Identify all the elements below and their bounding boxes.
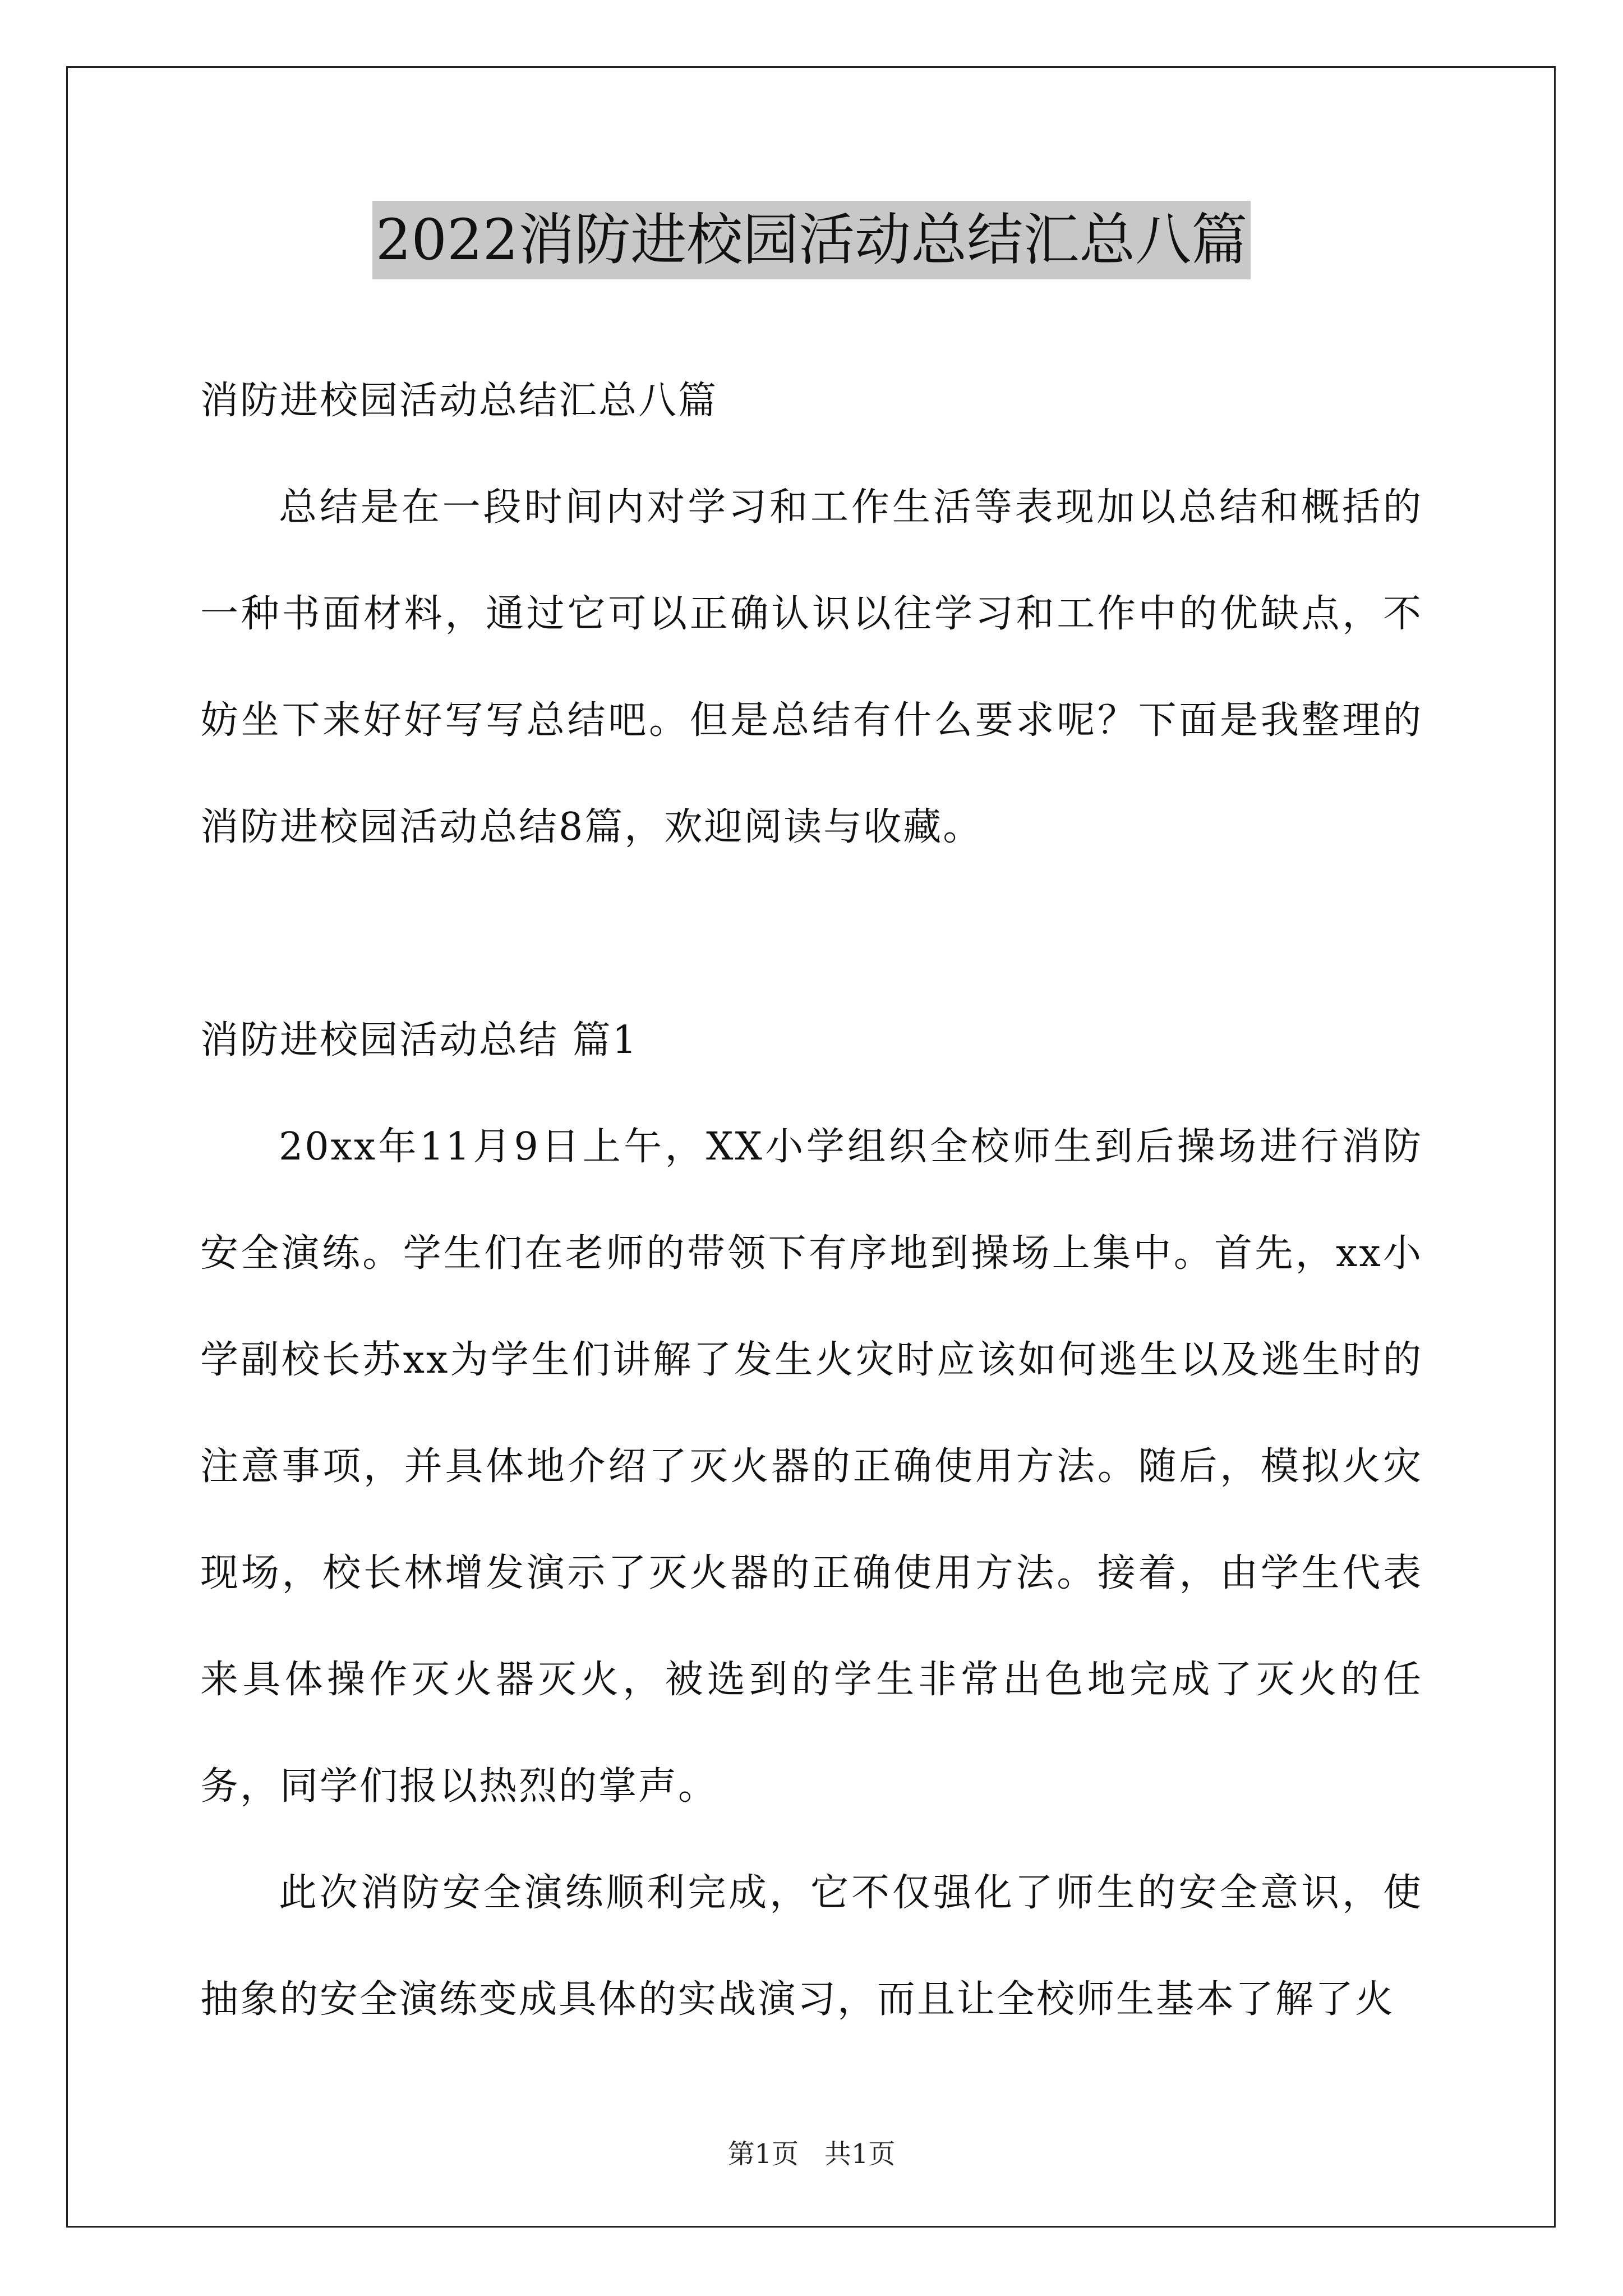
title-container bbox=[0, 201, 1623, 279]
document-body bbox=[200, 348, 1423, 2053]
intro-paragraph: 总结是在一段时间内对学习和工作生活等表现加以总结和概括的一种书面材料，通过它可以正确认识以往学习和工作中的优缺点，不妨坐下来好好写写总结吧。但是总结有什么要求呢？下面是我整理的消防进校园活动总结8篇，欢迎阅读与收藏。 bbox=[200, 485, 1423, 849]
body-paragraph-2: 此次消防安全演练顺利完成，它不仅强化了师生的安全意识，使抽象的安全演练变成具体的实战演习，而且让全校师生基本了解了火 bbox=[200, 1871, 1423, 2022]
page-footer: 第1页 共1页 bbox=[727, 2138, 896, 2170]
section-heading: 消防进校园活动总结 篇1 bbox=[200, 1018, 638, 1062]
document-title: 2022消防进校园活动总结汇总八篇 bbox=[372, 201, 1251, 279]
document-subtitle: 消防进校园活动总结汇总八篇 bbox=[200, 379, 718, 423]
body-paragraph-1: 20xx年11月9日上午，XX小学组织全校师生到后操场进行消防安全演练。学生们在老师的带领下有序地到操场上集中。首先，xx小学副校长苏xx为学生们讲解了发生火灾时应该如何逃生以及逃生时的注意事项，并具体地介绍了灭火器的正确使用方法。随后，模拟火灾现场，校长林增发演示了灭火器的正确使用方法。接着，由学生代表来具体操作灭火器灭火，被选到的学生非常出色地完成了灭火的任务，同学们报以热烈的掌声。 bbox=[200, 1125, 1423, 1809]
